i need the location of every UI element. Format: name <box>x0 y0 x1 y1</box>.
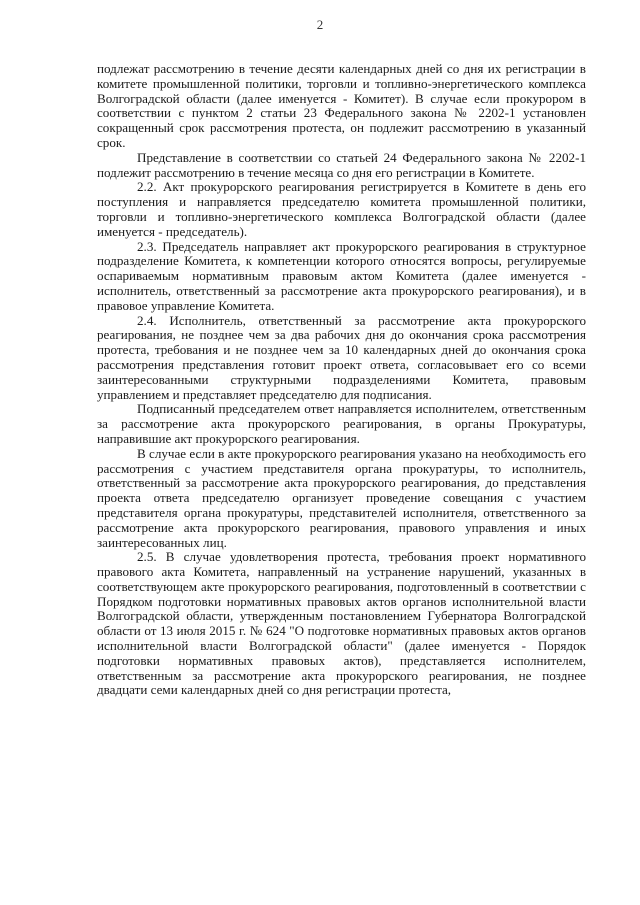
document-body <box>97 62 586 698</box>
paragraph-continuation: подлежат рассмотрению в течение десяти календарных дней со дня их регистрации в комитете промышленной политики, торговли и топливно-энергетического комплекса Волгоградской области (далее именуется - Комитет). В случае если прокурором в соответствии с пунктом 2 статьи 23 Федерального закона № 2202-1 установлен сокращенный срок рассмотрения протеста, он подлежит рассмотрению в указанный срок. <box>97 61 586 150</box>
paragraph-2-4: 2.4. Исполнитель, ответственный за рассмотрение акта прокурорского реагирования, не позднее чем за два рабочих дня до окончания срока рассмотрения протеста, требования и не позднее чем за 10 календарных дней до окончания срока рассмотрения представления готовит проект ответа, согласовывает его со всеми заинтересованными структурными подразделениями Комитета, правовым управлением и представляет председателю для подписания. <box>97 312 586 402</box>
paragraph-signed-answer: Подписанный председателем ответ направляется исполнителем, ответственным за рассмотрение акта прокурорского реагирования, в органы Прокуратуры, направившие акт прокурорского реагирования. <box>97 401 586 446</box>
page-number: 2 <box>316 17 324 32</box>
paragraph-2-2: 2.2. Акт прокурорского реагирования регистрируется в Комитете в день его поступления и направляется председателю комитета промышленной политики, торговли и топливно-энергетического комплекса Волгоградской области (далее именуется - председатель). <box>97 179 586 239</box>
paragraph-2-5: 2.5. В случае удовлетворения протеста, требования проект нормативного правового акта Комитета, направленный на устранение нарушений, указанных в соответствующем акте прокурорского реагирования, подготовленный в соответствии с Порядком подготовки нормативных правовых актов органов исполнительной власти Волгоградской области, утвержденным постановлением Губернатора Волгоградской области от 13 июля 2015 г. № 624 "О подготовке нормативных правовых актов органов исполнительной власти Волгоградской области" (далее именуется - Порядок подготовки нормативных правовых актов), представляется исполнителем, ответственным за рассмотрение акта прокурорского реагирования, не позднее двадцати семи календарных дней со дня регистрации протеста, <box>97 549 586 698</box>
paragraph-meeting: В случае если в акте прокурорского реагирования указано на необходимость его рассмотрения с участием представителя органа прокуратуры, то исполнитель, ответственный за рассмотрение акта прокурорского реагирования, до представления проекта ответа председателю организует проведение совещания с участием представителя органа прокуратуры, представителей исполнителя, ответственного за рассмотрение акта прокурорского реагирования, правового управления и иных заинтересованных лиц. <box>97 445 586 550</box>
paragraph-2-3: 2.3. Председатель направляет акт прокурорского реагирования в структурное подразделение Комитета, к компетенции которого относятся вопросы, регулируемые оспариваемым нормативным правовым актом Комитета (далее именуется - исполнитель, ответственный за рассмотрение акта прокурорского реагирования), и в правовое управление Комитета. <box>97 238 586 313</box>
paragraph-representation: Представление в соответствии со статьей 24 Федерального закона № 2202-1 подлежит рассмотрению в течение месяца со дня его регистрации в Комитете. <box>97 149 586 180</box>
